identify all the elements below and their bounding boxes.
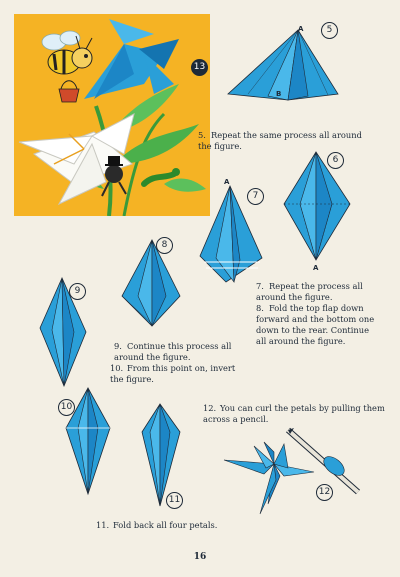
step-8-badge: 8 <box>156 237 173 254</box>
step-11-text: 11. Fold back all four petals. <box>96 520 218 530</box>
point-a-step6-label: A <box>313 264 319 272</box>
point-a-label: A <box>298 25 304 33</box>
step-8-text: 8. Fold the top flap down forward and the bottom one down to the rear. Continue all around the figure. <box>256 303 375 346</box>
point-b-label: B <box>276 90 282 98</box>
step-6-badge: 6 <box>327 152 344 169</box>
point-a-step7-label: A <box>224 178 230 186</box>
step-12-badge: 12 <box>316 484 333 501</box>
step-12-text: 12. You can curl the petals by pulling them across a pencil. <box>203 403 385 424</box>
step-10-badge: 10 <box>58 399 75 416</box>
step-7-badge: 7 <box>247 188 264 205</box>
step-9-text: 9. Continue this process all around the figure. <box>114 341 232 362</box>
cartoon-illustration <box>14 14 210 216</box>
step-7-text: 7. Repeat the process all around the figure. <box>256 281 363 302</box>
step-13-badge: 13 <box>191 59 208 76</box>
step-6-diagram <box>284 152 354 262</box>
page-number: 16 <box>193 552 207 562</box>
lily-bee-scene <box>14 14 210 216</box>
step-5-text: 5. Repeat the same process all around the figure. <box>198 130 362 151</box>
step-10-text: 10. From this point on, invert the figure. <box>110 363 236 384</box>
step-5-badge: 5 <box>321 22 338 39</box>
step-11-badge: 11 <box>166 492 183 509</box>
step-8-diagram <box>122 240 182 330</box>
step-12-diagram <box>224 424 364 524</box>
step-9-badge: 9 <box>69 283 86 300</box>
